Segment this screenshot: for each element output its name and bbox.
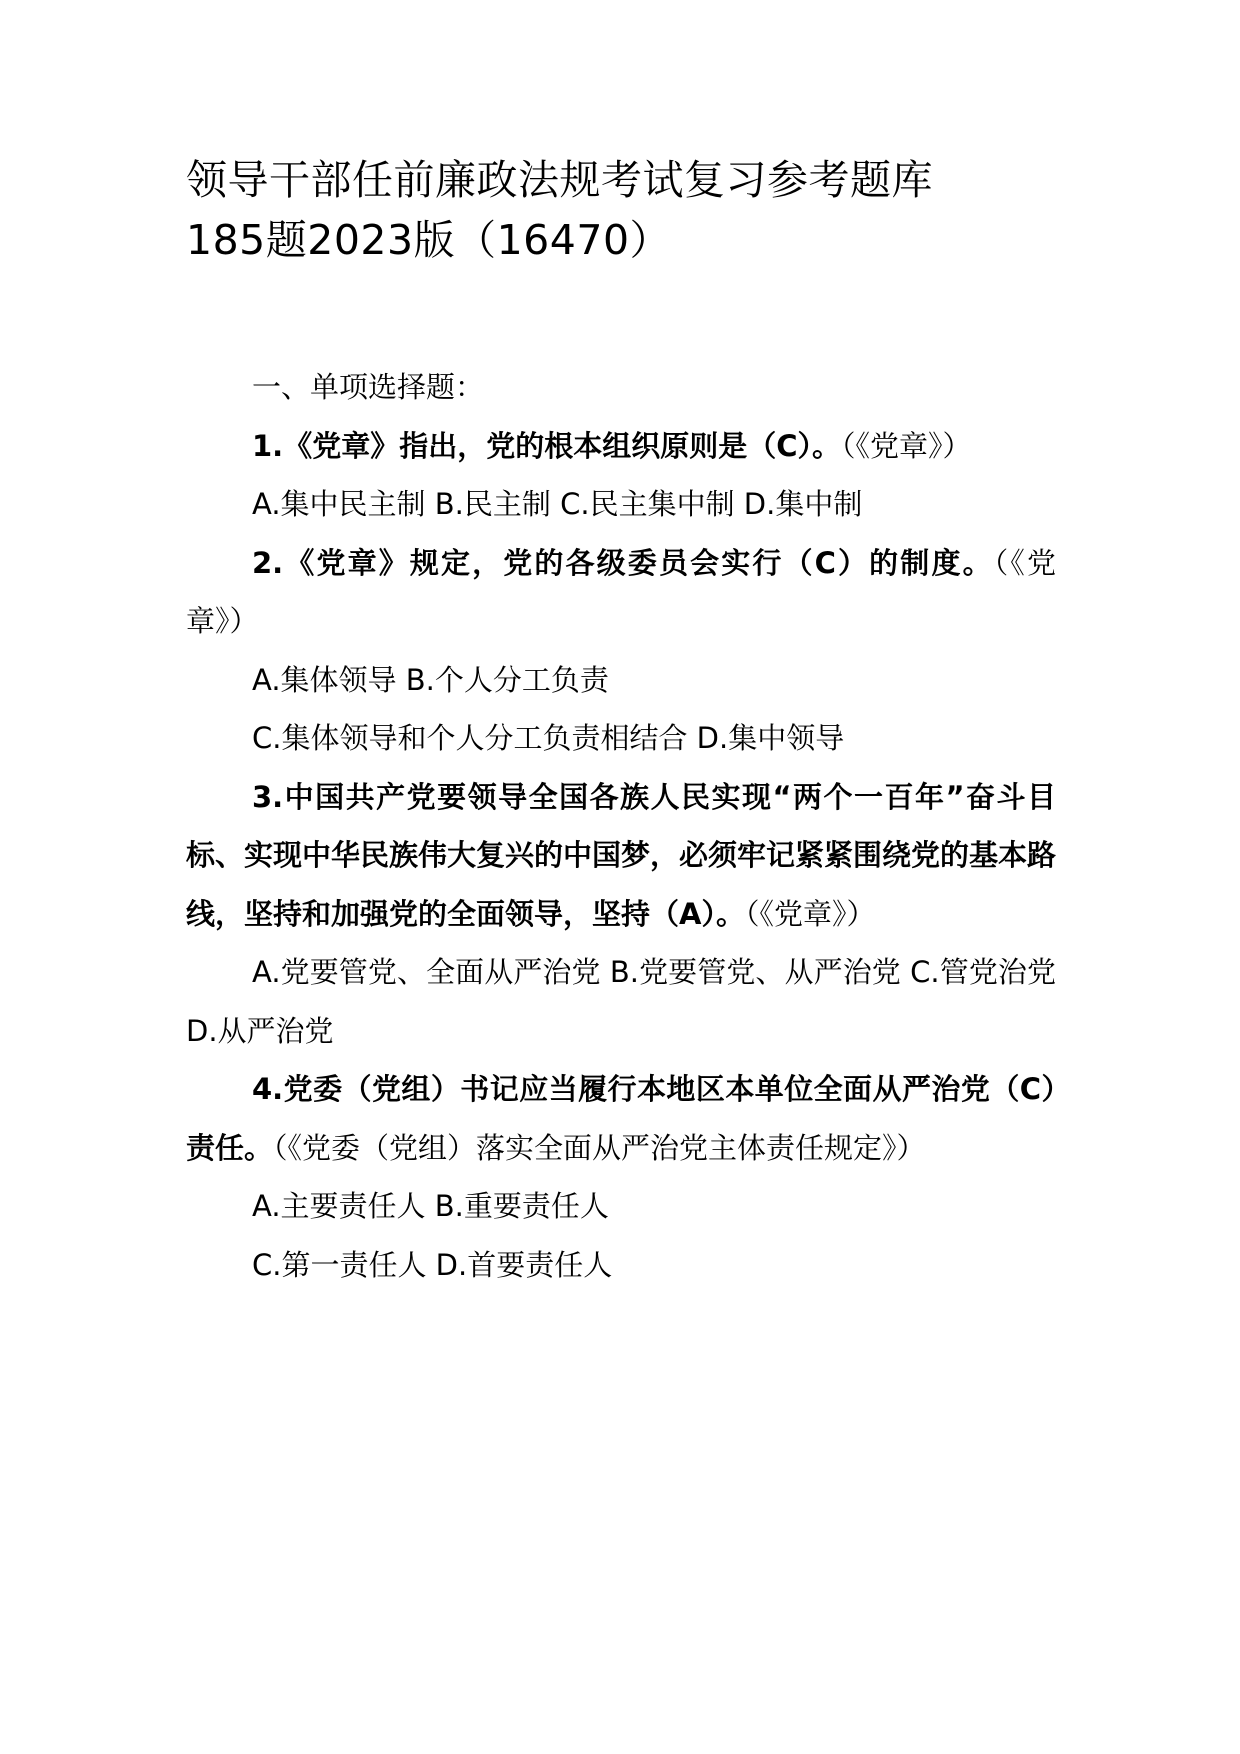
question-1: [186, 417, 1056, 476]
question-source: （《党章》）: [186, 545, 1056, 638]
question-stem: 1.《党章》指出，党的根本组织原则是（C）。: [252, 428, 841, 463]
question-stem: 2.《党章》规定，党的各级委员会实行（C）的制度。: [252, 545, 994, 580]
question-3: [186, 768, 1056, 944]
question-options: C.集体领导和个人分工负责相结合 D.集中领导: [252, 721, 845, 755]
section-heading: 一、单项选择题：: [252, 370, 485, 404]
question-stem: 3.中国共产党要领导全国各族人民实现“两个一百年”奋斗目标、实现中华民族伟大复兴的中国梦，必须牢记紧紧围绕党的基本路线，坚持和加强党的全面领导，坚持（A）。: [186, 779, 1057, 931]
question-options: A.集中民主制 B.民主制 C.民主集中制 D.集中制: [252, 487, 863, 521]
title-line-2: 185题2023版（16470）: [186, 216, 672, 264]
question-options: C.第一责任人 D.首要责任人: [252, 1247, 613, 1282]
question-source: （《党章》）: [744, 896, 876, 931]
title-line-1: 领导干部任前廉政法规考试复习参考题库: [186, 156, 933, 204]
question-2: [186, 534, 1056, 651]
document-body: [186, 358, 1056, 1294]
question-options: A.主要责任人 B.重要责任人: [252, 1189, 609, 1223]
question-source: （《党委（党组）落实全面从严治党主体责任规定》）: [273, 1130, 926, 1165]
question-source: （《党章》）: [840, 428, 972, 463]
question-options: A.集体领导 B.个人分工负责: [252, 662, 609, 697]
document-title: [186, 150, 1056, 270]
question-options: A.党要管党、全面从严治党 B.党要管党、从严治党 C.管党治党 D.从严治党: [186, 955, 1056, 1048]
question-4: [186, 1060, 1056, 1177]
document-page: [186, 150, 1056, 1294]
question-stem: 4.党委（党组）书记应当履行本地区本单位全面从严治党（C）责任。: [186, 1072, 1056, 1165]
